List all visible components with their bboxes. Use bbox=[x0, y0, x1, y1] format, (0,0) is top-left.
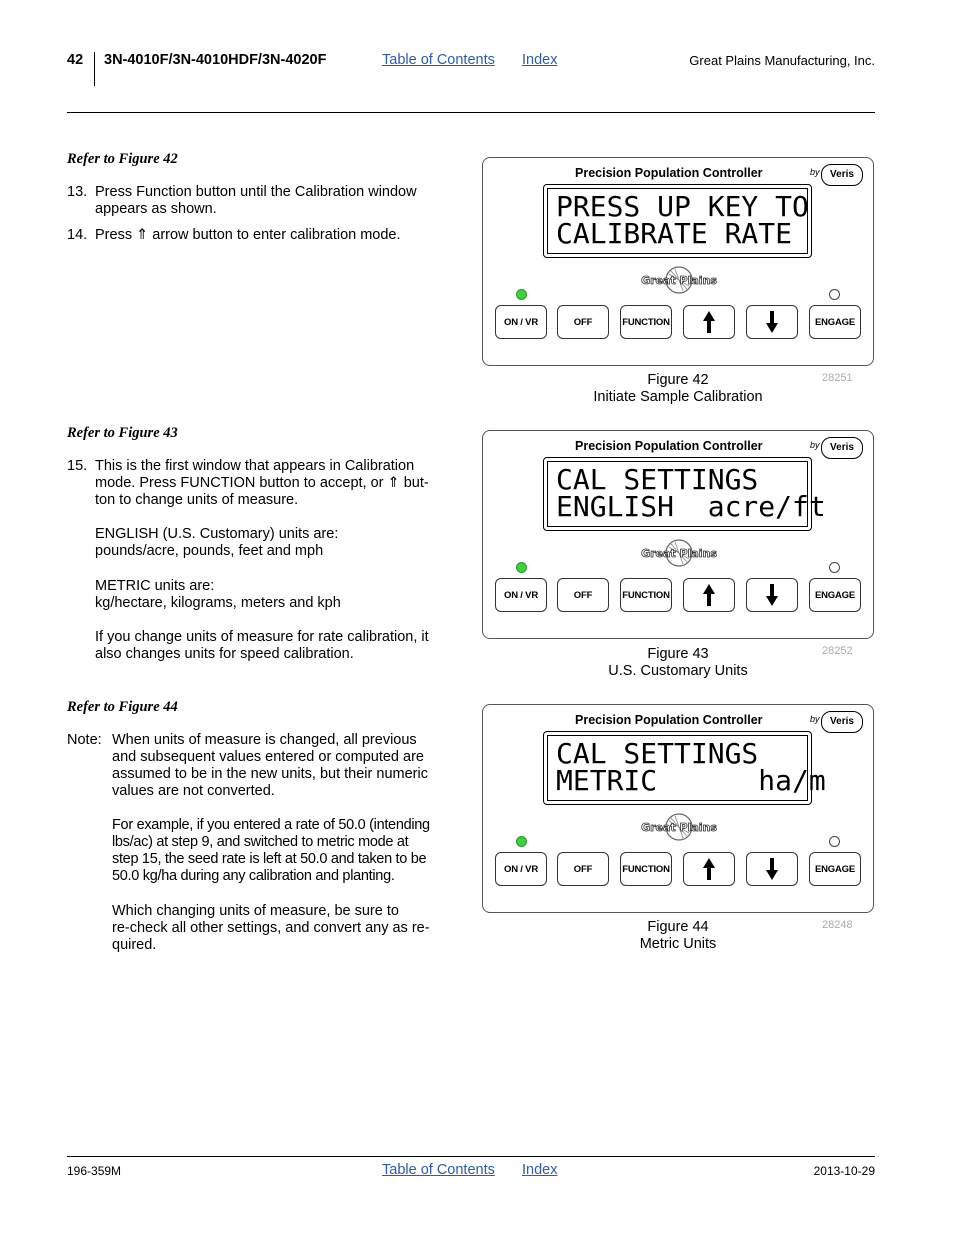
step-13-line-1: Press Function button until the Calibration window bbox=[95, 184, 417, 200]
up-arrow-icon bbox=[702, 857, 716, 881]
note-line-1: When units of measure is changed, all previous bbox=[112, 732, 417, 748]
lcd-line-2: METRIC ha/m bbox=[556, 764, 826, 797]
document-date: 2013-10-29 bbox=[813, 1164, 875, 1178]
veris-logo: Veris bbox=[821, 437, 863, 459]
example-line-4: 50.0 kg/ha during any calibration and planting. bbox=[112, 868, 395, 884]
up-arrow-icon bbox=[702, 310, 716, 334]
english-units-text bbox=[95, 526, 338, 560]
header-divider bbox=[94, 52, 95, 86]
step-15-number: 15. bbox=[67, 458, 88, 474]
function-button[interactable]: FUNCTION bbox=[620, 305, 672, 339]
engage-indicator-led bbox=[829, 289, 840, 300]
english-line-2: pounds/acre, pounds, feet and mph bbox=[95, 543, 324, 559]
down-arrow-icon bbox=[765, 857, 779, 881]
recheck-text bbox=[112, 903, 430, 954]
figure-44-label: Figure 44 bbox=[647, 919, 709, 935]
lcd-screen bbox=[547, 188, 808, 254]
recheck-line-2: re-check all other settings, and convert any as re- bbox=[112, 920, 430, 936]
up-arrow-button[interactable] bbox=[683, 852, 735, 886]
step-15-text bbox=[95, 458, 429, 509]
off-button[interactable]: OFF bbox=[557, 305, 609, 339]
engage-button[interactable]: ENGAGE bbox=[809, 578, 861, 612]
veris-logo: Veris bbox=[821, 164, 863, 186]
example-line-1: For example, if you entered a rate of 50.0 (intending bbox=[112, 817, 430, 833]
metric-line-1: METRIC units are: bbox=[95, 578, 215, 594]
footer-index-link[interactable]: Index bbox=[522, 1162, 558, 1178]
figure-43-label: Figure 43 bbox=[647, 646, 709, 662]
figure-44-caption bbox=[482, 919, 874, 953]
on-vr-button[interactable]: ON / VR bbox=[495, 305, 547, 339]
company-name: Great Plains Manufacturing, Inc. bbox=[689, 53, 875, 68]
refer-figure-43: Refer to Figure 43 bbox=[67, 425, 178, 441]
metric-units-text bbox=[95, 578, 341, 612]
up-arrow-icon bbox=[702, 583, 716, 607]
recheck-line-3: quired. bbox=[112, 937, 157, 953]
controller-panel-fig42 bbox=[482, 157, 874, 366]
engage-indicator-led bbox=[829, 562, 840, 573]
lcd-display bbox=[543, 731, 826, 805]
lcd-line-1: PRESS UP KEY TO bbox=[556, 190, 809, 223]
by-label: by bbox=[810, 167, 820, 177]
note-text bbox=[112, 732, 428, 800]
off-button[interactable]: OFF bbox=[557, 578, 609, 612]
lcd-display bbox=[543, 457, 826, 531]
on-indicator-led bbox=[516, 289, 527, 300]
header-index-link[interactable]: Index bbox=[522, 52, 558, 68]
figure-43-id: 28252 bbox=[822, 645, 853, 657]
step-13-number: 13. bbox=[67, 184, 88, 200]
lcd-screen bbox=[547, 461, 826, 527]
figure-42-caption bbox=[482, 372, 874, 406]
units-change-text bbox=[95, 629, 429, 663]
example-line-3: step 15, the seed rate is left at 50.0 and taken to be bbox=[112, 851, 427, 867]
down-arrow-button[interactable] bbox=[746, 305, 798, 339]
controller-title: Precision Population Controller bbox=[575, 439, 763, 453]
note-line-2: and subsequent values entered or computed are bbox=[112, 749, 424, 765]
svg-text:Great Plains: Great Plains bbox=[641, 274, 717, 287]
example-text bbox=[112, 817, 430, 885]
svg-text:Great Plains: Great Plains bbox=[641, 547, 717, 560]
down-arrow-icon bbox=[765, 310, 779, 334]
up-arrow-button[interactable] bbox=[683, 305, 735, 339]
lcd-display bbox=[543, 184, 812, 258]
step-15-line-3: ton to change units of measure. bbox=[95, 492, 299, 508]
on-indicator-led bbox=[516, 562, 527, 573]
step-15-line-1: This is the first window that appears in Calibration bbox=[95, 458, 415, 474]
down-arrow-icon bbox=[765, 583, 779, 607]
engage-button[interactable]: ENGAGE bbox=[809, 852, 861, 886]
page-number: 42 bbox=[67, 52, 84, 68]
note-line-4: values are not converted. bbox=[112, 783, 275, 799]
header-toc-link[interactable]: Table of Contents bbox=[382, 52, 495, 68]
by-label: by bbox=[810, 714, 820, 724]
footer-toc-link[interactable]: Table of Contents bbox=[382, 1162, 495, 1178]
metric-line-2: kg/hectare, kilograms, meters and kph bbox=[95, 595, 341, 611]
header-rule bbox=[67, 112, 875, 113]
down-arrow-button[interactable] bbox=[746, 852, 798, 886]
great-plains-logo bbox=[639, 266, 719, 294]
engage-button[interactable]: ENGAGE bbox=[809, 305, 861, 339]
engage-indicator-led bbox=[829, 836, 840, 847]
controller-title: Precision Population Controller bbox=[575, 166, 763, 180]
figure-43-caption bbox=[482, 646, 874, 680]
document-number: 196-359M bbox=[67, 1164, 122, 1178]
step-13-line-2: appears as shown. bbox=[95, 201, 217, 217]
function-button[interactable]: FUNCTION bbox=[620, 578, 672, 612]
refer-figure-42: Refer to Figure 42 bbox=[67, 151, 178, 167]
figure-44-id: 28248 bbox=[822, 919, 853, 931]
step-13-text bbox=[95, 184, 417, 218]
step-14-text: Press ⇑ arrow button to enter calibration mode. bbox=[95, 227, 401, 243]
figure-42-id: 28251 bbox=[822, 372, 853, 384]
down-arrow-button[interactable] bbox=[746, 578, 798, 612]
controller-title: Precision Population Controller bbox=[575, 713, 763, 727]
lcd-screen bbox=[547, 735, 826, 801]
up-arrow-button[interactable] bbox=[683, 578, 735, 612]
figure-42-title: Initiate Sample Calibration bbox=[593, 389, 763, 405]
page-footer bbox=[67, 1162, 875, 1182]
change-line-2: also changes units for speed calibration. bbox=[95, 646, 354, 662]
lcd-line-2: CALIBRATE RATE bbox=[556, 217, 793, 250]
model-title: 3N-4010F/3N-4010HDF/3N-4020F bbox=[104, 52, 327, 68]
note-line-3: assumed to be in the new units, but their numeric bbox=[112, 766, 428, 782]
by-label: by bbox=[810, 440, 820, 450]
svg-text:Great Plains: Great Plains bbox=[641, 821, 717, 834]
page-header bbox=[67, 52, 875, 88]
on-indicator-led bbox=[516, 836, 527, 847]
recheck-line-1: Which changing units of measure, be sure to bbox=[112, 903, 399, 919]
step-14-number: 14. bbox=[67, 227, 88, 243]
controller-panel-fig44 bbox=[482, 704, 874, 913]
on-vr-button[interactable]: ON / VR bbox=[495, 578, 547, 612]
lcd-line-1: CAL SETTINGS bbox=[556, 737, 759, 770]
change-line-1: If you change units of measure for rate calibration, it bbox=[95, 629, 429, 645]
figure-42-label: Figure 42 bbox=[647, 372, 709, 388]
step-15-line-2: mode. Press FUNCTION button to accept, or ⇑ but- bbox=[95, 475, 429, 491]
footer-rule bbox=[67, 1156, 875, 1157]
great-plains-logo bbox=[639, 813, 719, 841]
controller-panel-fig43 bbox=[482, 430, 874, 639]
function-button[interactable]: FUNCTION bbox=[620, 852, 672, 886]
lcd-line-2: ENGLISH acre/ft bbox=[556, 490, 826, 523]
refer-figure-44: Refer to Figure 44 bbox=[67, 699, 178, 715]
note-label: Note: bbox=[67, 732, 102, 748]
great-plains-logo bbox=[639, 539, 719, 567]
veris-logo: Veris bbox=[821, 711, 863, 733]
lcd-line-1: CAL SETTINGS bbox=[556, 463, 759, 496]
figure-43-title: U.S. Customary Units bbox=[608, 663, 748, 679]
english-line-1: ENGLISH (U.S. Customary) units are: bbox=[95, 526, 339, 542]
example-line-2: lbs/ac) at step 9, and switched to metric mode at bbox=[112, 834, 409, 850]
on-vr-button[interactable]: ON / VR bbox=[495, 852, 547, 886]
figure-44-title: Metric Units bbox=[639, 936, 717, 952]
off-button[interactable]: OFF bbox=[557, 852, 609, 886]
